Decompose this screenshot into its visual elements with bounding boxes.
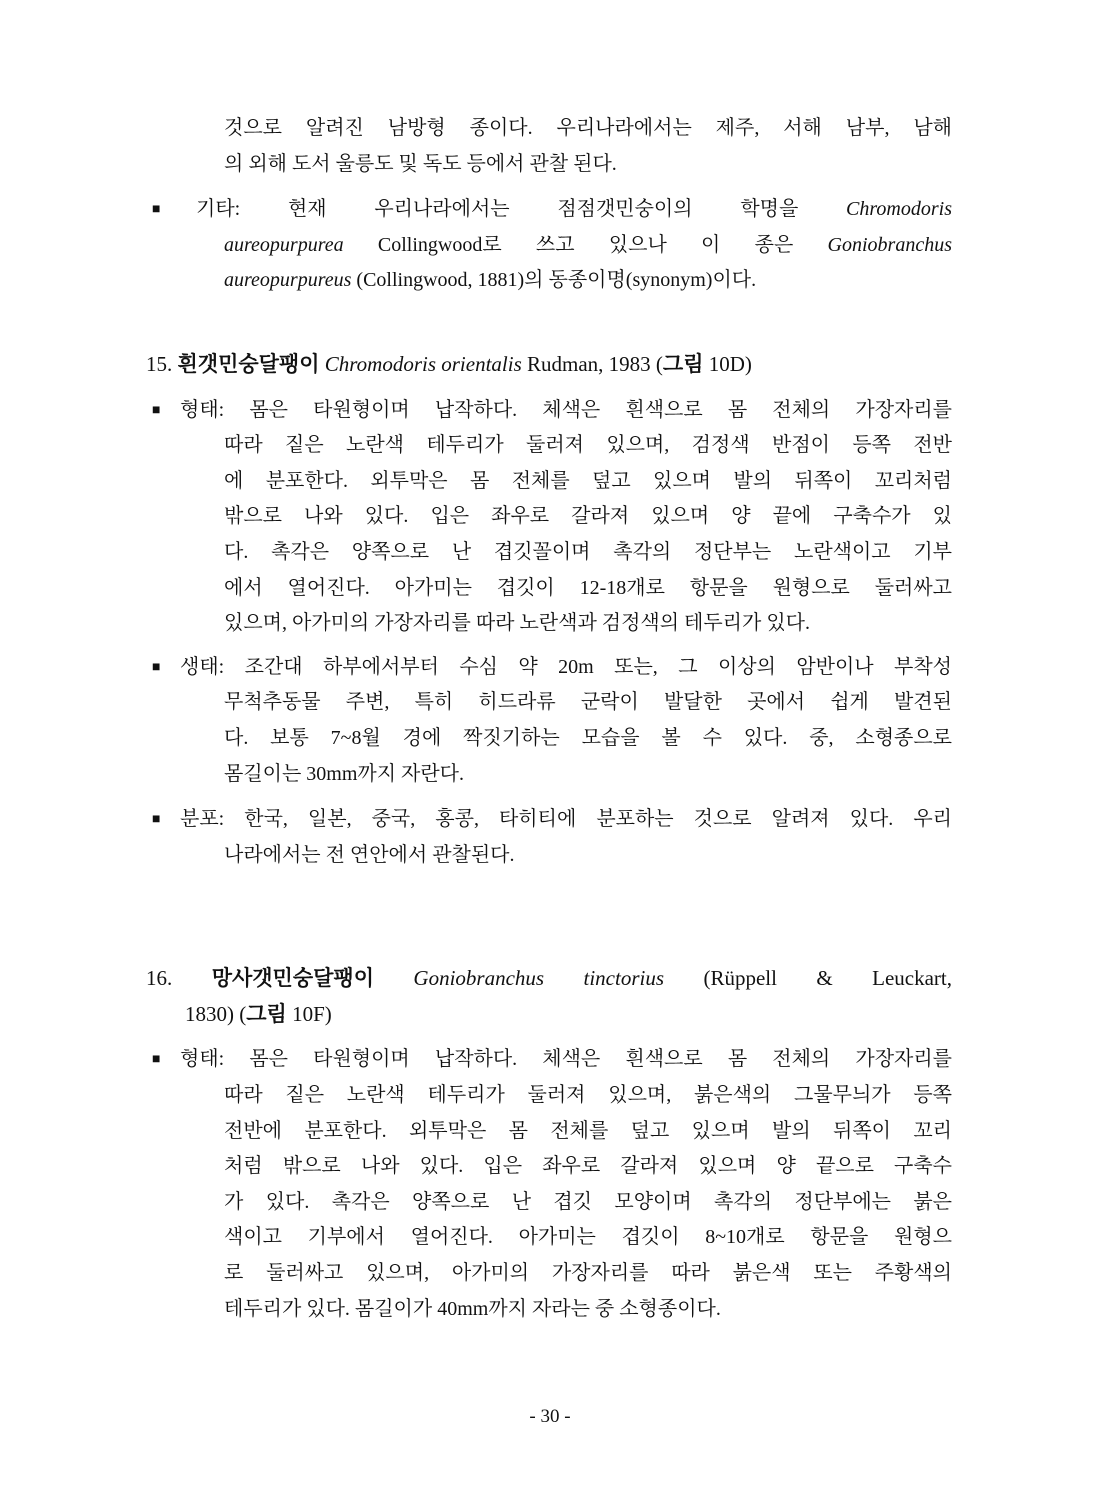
text-segment: 그림 bbox=[246, 1001, 287, 1026]
text-segment: 따라 짙은 노란색 테두리가 둘러져 있으며, 검정색 반점이 등쪽 전반 bbox=[224, 434, 952, 457]
text-line bbox=[152, 1042, 952, 1078]
bullet-square-icon: ■ bbox=[152, 1052, 161, 1068]
bullet-paragraph bbox=[0, 650, 1100, 792]
bullet-square-icon: ■ bbox=[152, 202, 161, 218]
bullet-square-icon: ■ bbox=[152, 659, 161, 675]
text-line bbox=[152, 192, 952, 228]
text-segment: 있으며, 아가미의 가장자리를 따라 노란색과 검정색의 테두리가 있다. bbox=[224, 612, 810, 635]
text-segment: 의 외해 도서 울릉도 및 독도 등에서 관찰 된다. bbox=[224, 152, 617, 175]
text-segment: 10D) bbox=[703, 351, 752, 376]
text-segment: 처럼 밖으로 나와 있다. 입은 좌우로 갈라져 있으며 양 끝으로 구축수 bbox=[224, 1155, 952, 1178]
text-segment: 기타: 현재 우리나라에서는 점점갯민숭이의 학명을 bbox=[196, 198, 847, 221]
text-line bbox=[224, 571, 952, 607]
text-segment: 16. bbox=[146, 966, 212, 991]
text-line bbox=[224, 111, 952, 147]
text-segment: 망사갯민숭달팽이 bbox=[211, 966, 374, 991]
text-segment: 분포: 한국, 일본, 중국, 홍콩, 타히티에 분포하는 것으로 알려져 있다. 우리 bbox=[180, 808, 952, 831]
text-segment: 에서 열어진다. 아가미는 겹깃이 12-18개로 항문을 원형으로 둘러싸고 bbox=[224, 576, 952, 599]
text-segment: 10F) bbox=[286, 1001, 332, 1026]
text-segment: 1830) ( bbox=[185, 1001, 247, 1026]
text-segment: 그림 bbox=[662, 351, 704, 376]
text-line bbox=[224, 464, 952, 500]
text-segment: Collingwood로 쓰고 있으나 이 종은 bbox=[343, 233, 828, 256]
text-line bbox=[224, 1292, 952, 1328]
text-segment: 로 둘러싸고 있으며, 아가미의 가장자리를 따라 붉은색 또는 주황색의 bbox=[224, 1262, 952, 1285]
text-segment: 흰갯민숭달팽이 bbox=[177, 351, 320, 376]
text-segment: 나라에서는 전 연안에서 관찰된다. bbox=[224, 843, 515, 866]
text-line bbox=[224, 535, 952, 571]
text-line bbox=[152, 650, 952, 686]
text-line bbox=[224, 1185, 952, 1221]
text-line bbox=[146, 961, 952, 997]
text-segment: 전반에 분포한다. 외투막은 몸 전체를 덮고 있으며 발의 뒤쪽이 꼬리 bbox=[224, 1119, 952, 1142]
text-segment: 따라 짙은 노란색 테두리가 둘러져 있으며, 붉은색의 그물무늬가 등쪽 bbox=[224, 1084, 952, 1107]
text-line bbox=[146, 347, 952, 383]
text-line bbox=[185, 997, 952, 1033]
text-line bbox=[224, 147, 952, 183]
text-segment: 에 분포한다. 외투막은 몸 전체를 덮고 있으며 발의 뒤쪽이 꼬리처럼 bbox=[224, 469, 952, 492]
text-segment: 테두리가 있다. 몸길이가 40mm까지 자라는 중 소형종이다. bbox=[224, 1297, 721, 1320]
text-segment: (Rüppell & Leuckart, bbox=[664, 966, 953, 991]
text-line bbox=[224, 1256, 952, 1292]
section-heading bbox=[0, 347, 1100, 383]
paragraph bbox=[0, 111, 1100, 182]
text-segment: 몸길이는 30mm까지 자란다. bbox=[224, 762, 464, 785]
scientific-name: aureopurpurea bbox=[224, 233, 344, 256]
text-segment: 가 있다. 촉각은 양쪽으로 난 겹깃 모양이며 촉각의 정단부에는 붉은 bbox=[224, 1190, 952, 1213]
text-line bbox=[224, 721, 952, 757]
bullet-paragraph bbox=[0, 1042, 1100, 1327]
text-segment: 것으로 알려진 남방형 종이다. 우리나라에서는 제주, 서해 남부, 남해 bbox=[224, 117, 952, 139]
page-number: - 30 - bbox=[529, 1406, 571, 1427]
scientific-name: Goniobranchus tinctorius bbox=[413, 966, 665, 991]
bullet-paragraph bbox=[0, 802, 1100, 873]
text-segment: Rudman, 1983 ( bbox=[521, 351, 663, 376]
text-segment: 밖으로 나와 있다. 입은 좌우로 갈라져 있으며 양 끝에 구축수가 있 bbox=[224, 505, 952, 528]
text-line bbox=[224, 838, 952, 874]
scientific-name: Chromodoris orientalis bbox=[324, 351, 522, 376]
section-heading bbox=[0, 961, 1100, 1032]
text-segment: 다. 보통 7~8월 경에 짝짓기하는 모습을 볼 수 있다. 중, 소형종으로 bbox=[224, 726, 952, 749]
text-line bbox=[224, 685, 952, 721]
scientific-name: Chromodoris bbox=[846, 198, 952, 221]
scientific-name: Goniobranchus bbox=[827, 233, 952, 256]
text-segment bbox=[374, 966, 413, 990]
text-segment: 색이고 기부에서 열어진다. 아가미는 겹깃이 8~10개로 항문을 원형으 bbox=[224, 1226, 952, 1249]
text-segment: (Collingwood, 1881)의 동종이명(synonym)이다. bbox=[351, 269, 757, 292]
text-segment: 생태: 조간대 하부에서부터 수심 약 20m 또는, 그 이상의 암반이나 부착성 bbox=[180, 655, 952, 678]
page-body bbox=[0, 111, 1100, 1327]
text-line bbox=[224, 606, 952, 642]
text-line bbox=[224, 499, 952, 535]
text-line bbox=[224, 263, 952, 299]
text-line bbox=[224, 428, 952, 464]
scientific-name: aureopurpureus bbox=[224, 269, 352, 292]
text-line bbox=[224, 228, 952, 264]
text-segment: 형태: 몸은 타원형이며 납작하다. 체색은 흰색으로 몸 전체의 가장자리를 bbox=[180, 398, 952, 421]
text-line bbox=[152, 802, 952, 838]
text-segment: 다. 촉각은 양쪽으로 난 겹깃꼴이며 촉각의 정단부는 노란색이고 기부 bbox=[224, 540, 952, 563]
text-segment: 형태: 몸은 타원형이며 납작하다. 체색은 흰색으로 몸 전체의 가장자리를 bbox=[180, 1048, 952, 1071]
text-line bbox=[152, 393, 952, 429]
bullet-paragraph bbox=[0, 192, 1100, 299]
text-line bbox=[224, 1149, 952, 1185]
bullet-square-icon: ■ bbox=[152, 812, 161, 828]
text-line bbox=[224, 1220, 952, 1256]
bullet-paragraph bbox=[0, 393, 1100, 642]
bullet-square-icon: ■ bbox=[152, 402, 161, 418]
text-segment: 15. bbox=[146, 351, 178, 376]
text-segment: 무척추동물 주변, 특히 히드라류 군락이 발달한 곳에서 쉽게 발견된 bbox=[224, 691, 952, 714]
text-line bbox=[224, 757, 952, 793]
text-line bbox=[224, 1114, 952, 1150]
text-line bbox=[224, 1078, 952, 1114]
